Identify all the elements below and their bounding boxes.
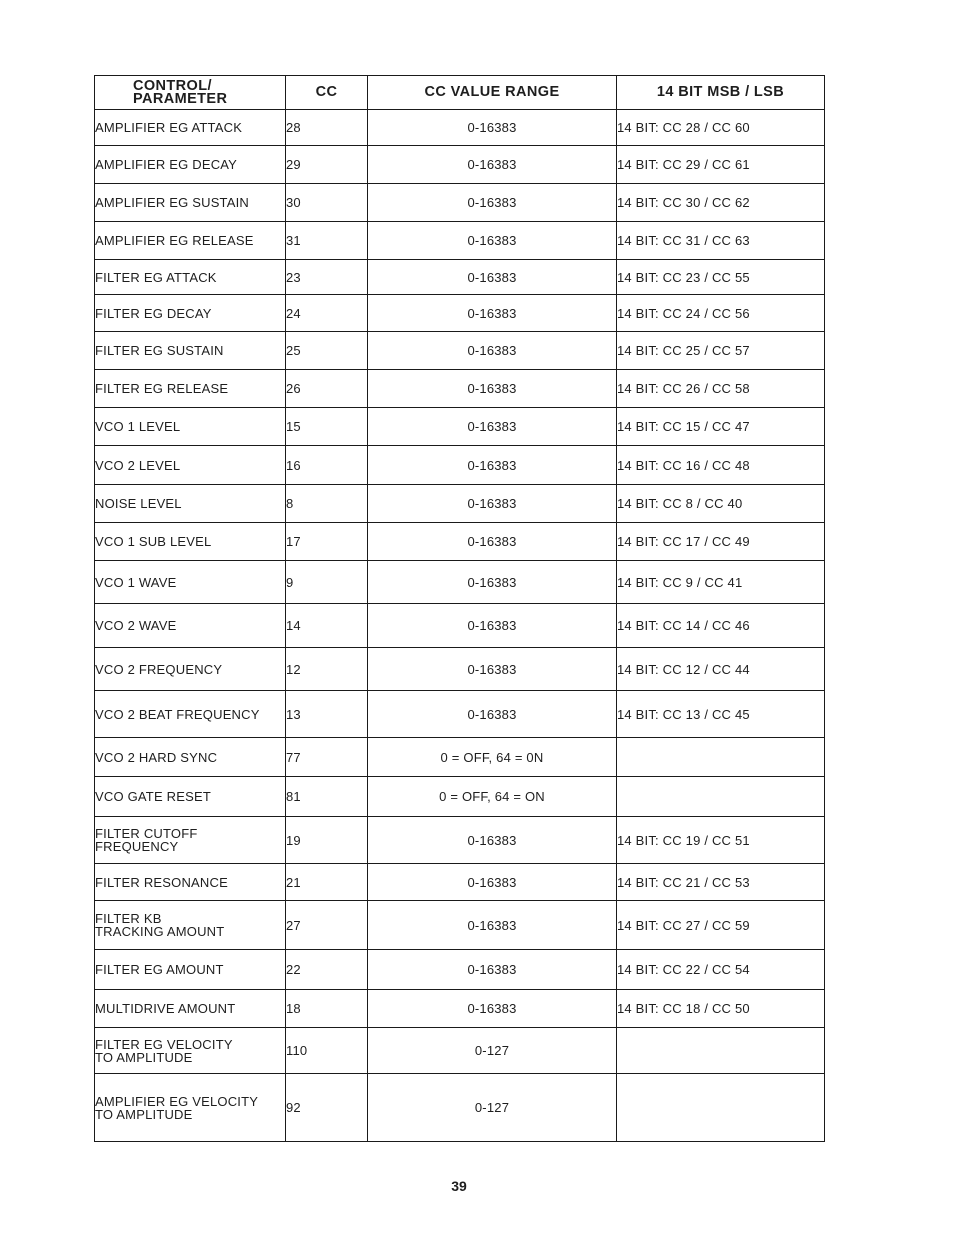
- cell-msb-lsb: 14 BIT: CC 8 / CC 40: [617, 485, 825, 523]
- page-number: 39: [451, 1178, 467, 1194]
- table-row: [95, 184, 825, 222]
- cell-msb-lsb: 14 BIT: CC 25 / CC 57: [617, 332, 825, 370]
- cell-parameter-line: FILTER EG AMOUNT: [95, 962, 224, 977]
- table-row: [95, 1028, 825, 1074]
- table-header-row: [95, 76, 825, 110]
- cell-parameter: [95, 990, 286, 1028]
- cell-parameter-line: FILTER EG RELEASE: [95, 381, 229, 396]
- cell-msb-lsb: 14 BIT: CC 15 / CC 47: [617, 408, 825, 446]
- cell-value-range: 0-16383: [368, 901, 617, 950]
- cell-value-range: 0-16383: [368, 110, 617, 146]
- cell-msb-lsb: 14 BIT: CC 12 / CC 44: [617, 648, 825, 691]
- cell-parameter: [95, 370, 286, 408]
- cell-parameter-line: FILTER KB: [95, 911, 162, 926]
- cell-cc: 19: [286, 817, 368, 864]
- cell-parameter: [95, 222, 286, 260]
- cell-msb-lsb: 14 BIT: CC 22 / CC 54: [617, 950, 825, 990]
- cell-cc: 92: [286, 1074, 368, 1142]
- cell-msb-lsb: 14 BIT: CC 14 / CC 46: [617, 604, 825, 648]
- cell-parameter: [95, 604, 286, 648]
- table-row: [95, 146, 825, 184]
- cell-msb-lsb: [617, 1074, 825, 1142]
- table-body: [95, 110, 825, 1142]
- cell-value-range: 0-16383: [368, 332, 617, 370]
- table-row: [95, 332, 825, 370]
- cell-parameter-line: VCO 1 SUB LEVEL: [95, 534, 212, 549]
- cell-parameter: [95, 523, 286, 561]
- cell-cc: 22: [286, 950, 368, 990]
- cell-msb-lsb: 14 BIT: CC 9 / CC 41: [617, 561, 825, 604]
- cell-cc: 24: [286, 295, 368, 332]
- cell-msb-lsb: 14 BIT: CC 30 / CC 62: [617, 184, 825, 222]
- header-cc: CC: [286, 76, 368, 110]
- cell-cc: 23: [286, 260, 368, 295]
- cell-parameter-line: VCO 2 FREQUENCY: [95, 661, 223, 677]
- cell-parameter-line: VCO 1 WAVE: [95, 574, 177, 590]
- table-row: [95, 604, 825, 648]
- cell-parameter-line: AMPLIFIER EG SUSTAIN: [95, 195, 250, 210]
- cell-cc: 26: [286, 370, 368, 408]
- cell-value-range: 0-16383: [368, 222, 617, 260]
- cell-value-range: 0-16383: [368, 561, 617, 604]
- cell-value-range: 0-16383: [368, 408, 617, 446]
- cell-value-range: 0 = OFF, 64 = 0N: [368, 738, 617, 777]
- cell-value-range: 0-127: [368, 1074, 617, 1142]
- cell-parameter: [95, 738, 286, 777]
- cell-value-range: 0-16383: [368, 485, 617, 523]
- header-cc-value-range: CC VALUE RANGE: [368, 76, 617, 110]
- cell-cc: 15: [286, 408, 368, 446]
- cell-value-range: 0-16383: [368, 370, 617, 408]
- cell-parameter: [95, 446, 286, 485]
- cell-parameter: [95, 146, 286, 184]
- header-control-parameter-line1: CONTROL/: [133, 77, 212, 94]
- table-row: [95, 446, 825, 485]
- cell-parameter-line: FILTER EG DECAY: [95, 305, 212, 321]
- cell-parameter-line: VCO 2 LEVEL: [95, 457, 181, 473]
- cell-cc: 16: [286, 446, 368, 485]
- table-row: [95, 777, 825, 817]
- table-row: [95, 738, 825, 777]
- cell-value-range: 0-16383: [368, 864, 617, 901]
- cell-parameter-line: VCO 2 WAVE: [95, 618, 177, 633]
- table-row: [95, 1074, 825, 1142]
- cell-msb-lsb: 14 BIT: CC 23 / CC 55: [617, 260, 825, 295]
- cell-parameter-line: AMPLIFIER EG RELEASE: [95, 233, 254, 248]
- cell-cc: 77: [286, 738, 368, 777]
- cell-value-range: 0-16383: [368, 950, 617, 990]
- cell-cc: 12: [286, 648, 368, 691]
- cell-value-range: 0-127: [368, 1028, 617, 1074]
- table-row: [95, 222, 825, 260]
- table-row: [95, 110, 825, 146]
- cell-value-range: 0-16383: [368, 691, 617, 738]
- cell-parameter: [95, 561, 286, 604]
- cell-parameter: [95, 110, 286, 146]
- cell-msb-lsb: 14 BIT: CC 13 / CC 45: [617, 691, 825, 738]
- cell-parameter-line: NOISE LEVEL: [95, 496, 182, 511]
- cell-cc: 9: [286, 561, 368, 604]
- cell-cc: 31: [286, 222, 368, 260]
- table-row: [95, 370, 825, 408]
- table-row: [95, 990, 825, 1028]
- table-row: [95, 648, 825, 691]
- header-14bit-msb-lsb: 14 BIT MSB / LSB: [617, 76, 825, 110]
- cell-parameter-line: TO AMPLITUDE: [95, 1106, 193, 1122]
- table-row: [95, 260, 825, 295]
- table-row: [95, 817, 825, 864]
- cell-cc: 27: [286, 901, 368, 950]
- table-row: [95, 864, 825, 901]
- cell-value-range: 0-16383: [368, 446, 617, 485]
- cell-cc: 30: [286, 184, 368, 222]
- cell-parameter: [95, 864, 286, 901]
- table-row: [95, 950, 825, 990]
- cell-msb-lsb: 14 BIT: CC 16 / CC 48: [617, 446, 825, 485]
- table-row: [95, 523, 825, 561]
- cell-parameter-line: VCO 1 LEVEL: [95, 419, 181, 434]
- cell-parameter: [95, 950, 286, 990]
- cell-parameter-line: TO AMPLITUDE: [95, 1049, 193, 1065]
- cell-msb-lsb: 14 BIT: CC 27 / CC 59: [617, 901, 825, 950]
- midi-cc-table: [94, 75, 825, 1142]
- cell-parameter: [95, 691, 286, 738]
- cell-msb-lsb: 14 BIT: CC 26 / CC 58: [617, 370, 825, 408]
- cell-parameter-line: MULTIDRIVE AMOUNT: [95, 1001, 236, 1016]
- cell-parameter: [95, 295, 286, 332]
- cell-cc: 14: [286, 604, 368, 648]
- cell-parameter-line: AMPLIFIER EG ATTACK: [95, 120, 243, 135]
- cell-cc: 13: [286, 691, 368, 738]
- cell-parameter-line: AMPLIFIER EG VELOCITY: [95, 1093, 259, 1109]
- cell-value-range: 0-16383: [368, 604, 617, 648]
- cell-value-range: 0-16383: [368, 295, 617, 332]
- cell-msb-lsb: [617, 738, 825, 777]
- cell-value-range: 0-16383: [368, 523, 617, 561]
- cell-cc: 25: [286, 332, 368, 370]
- cell-parameter: [95, 1028, 286, 1074]
- cell-msb-lsb: 14 BIT: CC 31 / CC 63: [617, 222, 825, 260]
- cell-value-range: 0 = OFF, 64 = ON: [368, 777, 617, 817]
- table-row: [95, 691, 825, 738]
- cell-value-range: 0-16383: [368, 146, 617, 184]
- cell-value-range: 0-16383: [368, 990, 617, 1028]
- header-control-parameter-line2: PARAMETER: [133, 90, 228, 107]
- cell-msb-lsb: [617, 777, 825, 817]
- cell-cc: 18: [286, 990, 368, 1028]
- cell-msb-lsb: 14 BIT: CC 21 / CC 53: [617, 864, 825, 901]
- cell-msb-lsb: 14 BIT: CC 18 / CC 50: [617, 990, 825, 1028]
- cell-parameter: [95, 648, 286, 691]
- table-row: [95, 295, 825, 332]
- cell-parameter-line: FILTER RESONANCE: [95, 874, 228, 890]
- cell-msb-lsb: 14 BIT: CC 28 / CC 60: [617, 110, 825, 146]
- cell-parameter: [95, 408, 286, 446]
- cell-parameter: [95, 901, 286, 950]
- cell-parameter: [95, 184, 286, 222]
- table-row: [95, 561, 825, 604]
- cell-parameter-line: VCO GATE RESET: [95, 789, 211, 804]
- cell-value-range: 0-16383: [368, 817, 617, 864]
- cell-cc: 21: [286, 864, 368, 901]
- cell-parameter-line: FREQUENCY: [95, 839, 179, 854]
- table-row: [95, 408, 825, 446]
- cell-msb-lsb: 14 BIT: CC 24 / CC 56: [617, 295, 825, 332]
- cell-parameter: [95, 485, 286, 523]
- cell-cc: 110: [286, 1028, 368, 1074]
- cell-parameter: [95, 260, 286, 295]
- cell-parameter-line: FILTER EG VELOCITY: [95, 1036, 233, 1052]
- cell-msb-lsb: 14 BIT: CC 19 / CC 51: [617, 817, 825, 864]
- cell-parameter: [95, 332, 286, 370]
- cell-parameter-line: FILTER EG SUSTAIN: [95, 343, 224, 358]
- table-row: [95, 485, 825, 523]
- cell-msb-lsb: [617, 1028, 825, 1074]
- header-control-parameter: [95, 76, 286, 110]
- cell-parameter-line: FILTER CUTOFF: [95, 826, 198, 841]
- table-row: [95, 901, 825, 950]
- cell-cc: 81: [286, 777, 368, 817]
- cell-parameter: [95, 777, 286, 817]
- cell-msb-lsb: 14 BIT: CC 17 / CC 49: [617, 523, 825, 561]
- cell-msb-lsb: 14 BIT: CC 29 / CC 61: [617, 146, 825, 184]
- cell-parameter: [95, 817, 286, 864]
- cell-parameter-line: FILTER EG ATTACK: [95, 269, 217, 285]
- cell-parameter-line: VCO 2 BEAT FREQUENCY: [95, 706, 260, 722]
- cell-parameter-line: VCO 2 HARD SYNC: [95, 749, 218, 765]
- cell-value-range: 0-16383: [368, 648, 617, 691]
- cell-cc: 17: [286, 523, 368, 561]
- cell-cc: 28: [286, 110, 368, 146]
- cell-value-range: 0-16383: [368, 260, 617, 295]
- cell-parameter-line: AMPLIFIER EG DECAY: [95, 157, 238, 172]
- cell-cc: 8: [286, 485, 368, 523]
- cell-parameter-line: TRACKING AMOUNT: [95, 924, 225, 939]
- cell-cc: 29: [286, 146, 368, 184]
- cell-parameter: [95, 1074, 286, 1142]
- cell-value-range: 0-16383: [368, 184, 617, 222]
